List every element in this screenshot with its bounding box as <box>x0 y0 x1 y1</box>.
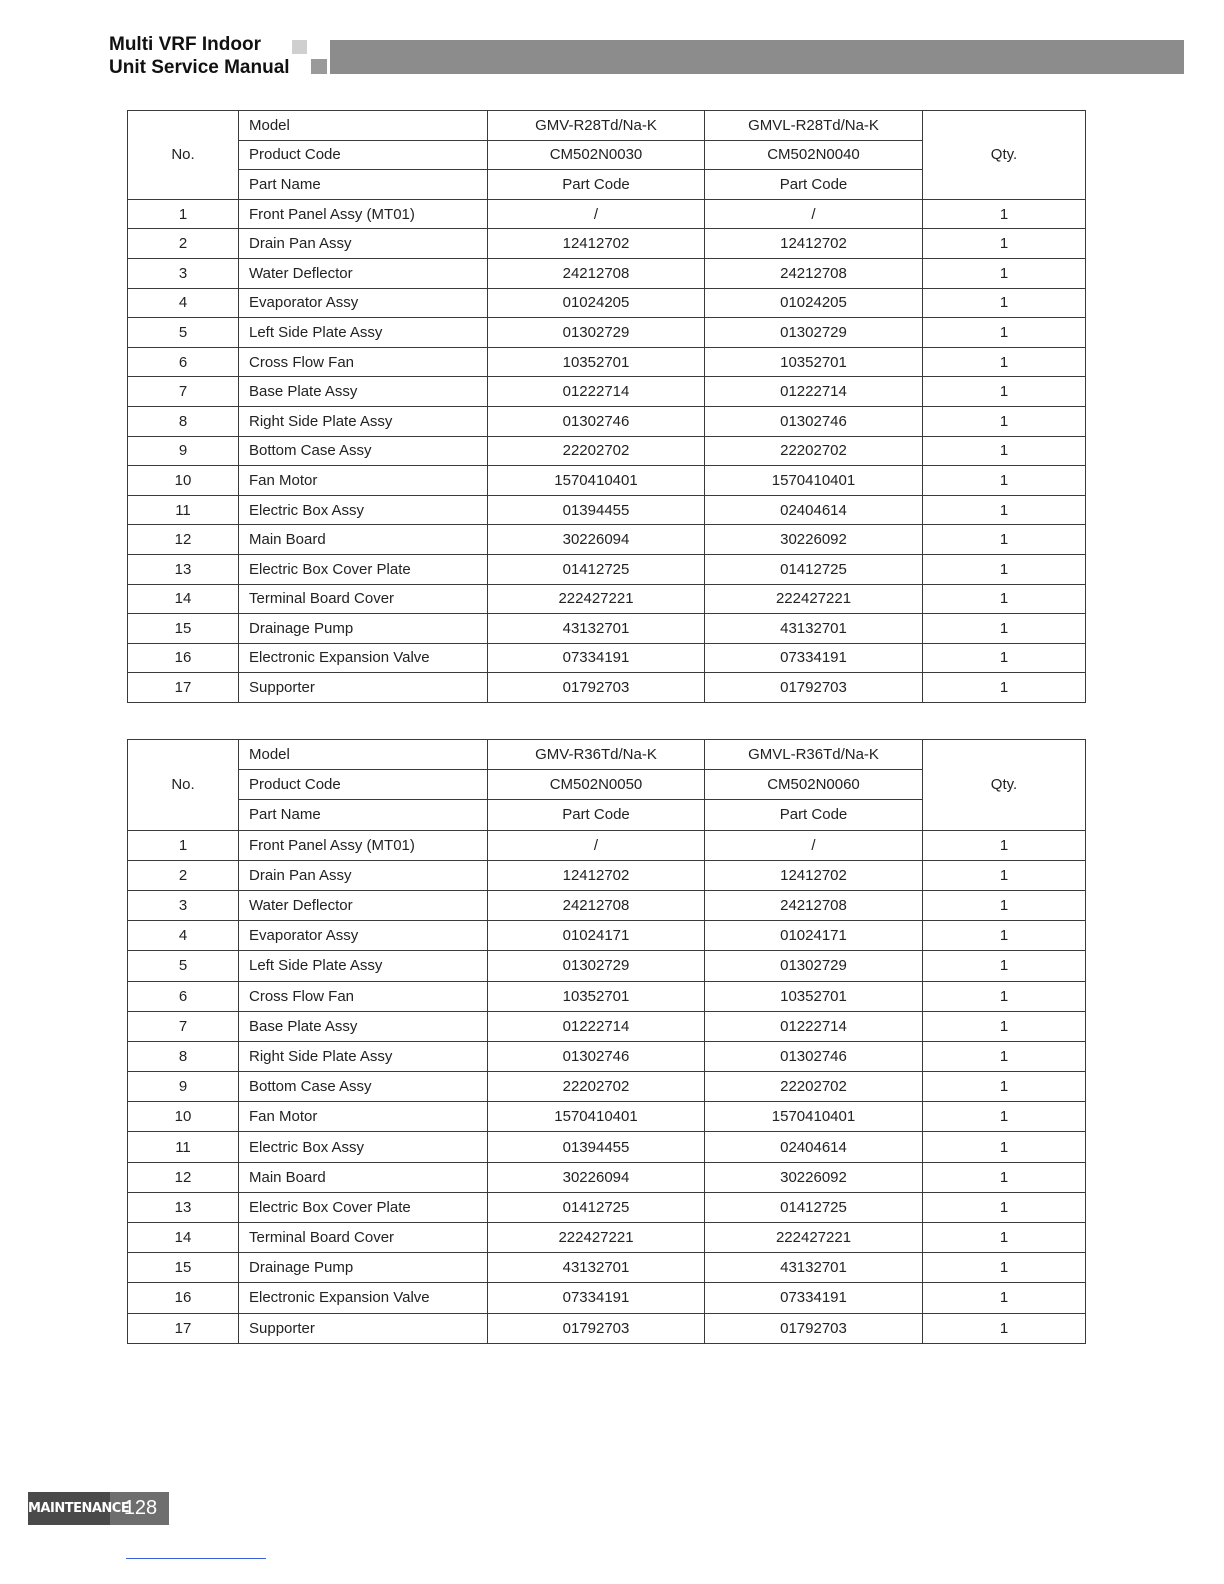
part-code-2: 01302729 <box>705 951 923 981</box>
row-number: 10 <box>128 466 239 496</box>
part-code-2: 01222714 <box>705 1011 923 1041</box>
quantity: 1 <box>923 981 1086 1011</box>
part-code-2: 01302746 <box>705 1041 923 1071</box>
product-code-1: CM502N0050 <box>488 770 705 800</box>
part-code-1: 43132701 <box>488 614 705 644</box>
table-row <box>128 1313 1086 1343</box>
part-name: Drain Pan Assy <box>239 229 488 259</box>
quantity: 1 <box>923 288 1086 318</box>
model-1: GMV-R36Td/Na-K <box>488 740 705 770</box>
quantity: 1 <box>923 643 1086 673</box>
part-code-2: 01792703 <box>705 1313 923 1343</box>
table-row <box>128 377 1086 407</box>
row-number: 7 <box>128 1011 239 1041</box>
part-name: Left Side Plate Assy <box>239 951 488 981</box>
row-number: 8 <box>128 406 239 436</box>
part-code-1: 01394455 <box>488 495 705 525</box>
part-code-1: 10352701 <box>488 347 705 377</box>
part-code-2: 43132701 <box>705 614 923 644</box>
quantity: 1 <box>923 554 1086 584</box>
part-name: Front Panel Assy (MT01) <box>239 830 488 860</box>
part-name: Drainage Pump <box>239 614 488 644</box>
table-row <box>128 981 1086 1011</box>
part-code-1: 07334191 <box>488 643 705 673</box>
part-code-2: 24212708 <box>705 890 923 920</box>
part-code-2: 07334191 <box>705 643 923 673</box>
part-code-1: 01302729 <box>488 318 705 348</box>
product-code-1: CM502N0030 <box>488 140 705 170</box>
table-row <box>128 199 1086 229</box>
part-code-label: Part Code <box>705 800 923 830</box>
quantity: 1 <box>923 525 1086 555</box>
qty-header: Qty. <box>923 111 1086 200</box>
part-code-1: 24212708 <box>488 890 705 920</box>
part-code-1: 24212708 <box>488 258 705 288</box>
part-code-1: / <box>488 199 705 229</box>
part-code-2: 222427221 <box>705 1223 923 1253</box>
part-code-2: 01024171 <box>705 921 923 951</box>
row-number: 16 <box>128 1283 239 1313</box>
part-code-1: 07334191 <box>488 1283 705 1313</box>
row-number: 1 <box>128 830 239 860</box>
quantity: 1 <box>923 1072 1086 1102</box>
part-code-label: Part Code <box>705 170 923 200</box>
product-code-2: CM502N0040 <box>705 140 923 170</box>
row-number: 3 <box>128 258 239 288</box>
part-code-1: 10352701 <box>488 981 705 1011</box>
header-bar <box>330 40 1184 74</box>
quantity: 1 <box>923 951 1086 981</box>
part-name: Electronic Expansion Valve <box>239 1283 488 1313</box>
quantity: 1 <box>923 495 1086 525</box>
table-row <box>128 1072 1086 1102</box>
quantity: 1 <box>923 673 1086 703</box>
part-code-2: 222427221 <box>705 584 923 614</box>
part-code-1: 01222714 <box>488 377 705 407</box>
part-code-1: 1570410401 <box>488 466 705 496</box>
part-code-2: 01302729 <box>705 318 923 348</box>
table-row <box>128 554 1086 584</box>
part-name: Fan Motor <box>239 466 488 496</box>
part-code-1: 01302746 <box>488 406 705 436</box>
part-name: Electric Box Cover Plate <box>239 554 488 584</box>
quantity: 1 <box>923 1313 1086 1343</box>
part-name: Left Side Plate Assy <box>239 318 488 348</box>
row-number: 14 <box>128 584 239 614</box>
table-row <box>128 830 1086 860</box>
part-code-1: 222427221 <box>488 1223 705 1253</box>
row-number: 11 <box>128 495 239 525</box>
row-number: 4 <box>128 921 239 951</box>
row-number: 17 <box>128 1313 239 1343</box>
row-number: 14 <box>128 1223 239 1253</box>
row-number: 8 <box>128 1041 239 1071</box>
part-name: Right Side Plate Assy <box>239 1041 488 1071</box>
part-code-1: 12412702 <box>488 229 705 259</box>
row-number: 16 <box>128 643 239 673</box>
part-name: Water Deflector <box>239 890 488 920</box>
row-number: 1 <box>128 199 239 229</box>
part-code-2: 30226092 <box>705 1162 923 1192</box>
row-number: 9 <box>128 1072 239 1102</box>
table-row <box>128 890 1086 920</box>
part-name: Supporter <box>239 673 488 703</box>
section-label: MAINTENANCE <box>28 1492 110 1525</box>
table-row <box>128 1192 1086 1222</box>
part-code-2: 30226092 <box>705 525 923 555</box>
row-number: 3 <box>128 890 239 920</box>
title-line-2: Unit Service Manual <box>109 57 290 78</box>
part-name: Bottom Case Assy <box>239 1072 488 1102</box>
part-name: Evaporator Assy <box>239 288 488 318</box>
part-name: Electronic Expansion Valve <box>239 643 488 673</box>
row-number: 15 <box>128 614 239 644</box>
part-code-label: Part Code <box>488 170 705 200</box>
part-name: Cross Flow Fan <box>239 347 488 377</box>
row-number: 15 <box>128 1253 239 1283</box>
part-code-2: 43132701 <box>705 1253 923 1283</box>
table-row <box>128 288 1086 318</box>
no-header: No. <box>128 740 239 831</box>
row-number: 10 <box>128 1102 239 1132</box>
quantity: 1 <box>923 1041 1086 1071</box>
part-code-2: 12412702 <box>705 860 923 890</box>
qty-header: Qty. <box>923 740 1086 831</box>
part-code-1: 01024171 <box>488 921 705 951</box>
part-name: Drain Pan Assy <box>239 860 488 890</box>
table-row <box>128 495 1086 525</box>
table-row <box>128 1253 1086 1283</box>
quantity: 1 <box>923 1102 1086 1132</box>
part-name: Main Board <box>239 525 488 555</box>
part-code-1: 01222714 <box>488 1011 705 1041</box>
part-code-2: 1570410401 <box>705 466 923 496</box>
part-code-2: 01302746 <box>705 406 923 436</box>
row-number: 5 <box>128 951 239 981</box>
part-name: Base Plate Assy <box>239 1011 488 1041</box>
quantity: 1 <box>923 436 1086 466</box>
quantity: 1 <box>923 1253 1086 1283</box>
part-code-1: 01792703 <box>488 673 705 703</box>
part-name-label: Part Name <box>239 170 488 200</box>
quantity: 1 <box>923 318 1086 348</box>
model-label: Model <box>239 740 488 770</box>
quantity: 1 <box>923 1192 1086 1222</box>
part-name: Electric Box Assy <box>239 1132 488 1162</box>
part-name: Supporter <box>239 1313 488 1343</box>
table-row <box>128 1041 1086 1071</box>
part-code-2: 07334191 <box>705 1283 923 1313</box>
title-line-1: Multi VRF Indoor <box>109 34 261 55</box>
part-code-1: 01024205 <box>488 288 705 318</box>
part-code-2: / <box>705 199 923 229</box>
part-name: Front Panel Assy (MT01) <box>239 199 488 229</box>
header-row-model <box>128 740 1086 770</box>
part-name: Terminal Board Cover <box>239 1223 488 1253</box>
part-name: Terminal Board Cover <box>239 584 488 614</box>
row-number: 7 <box>128 377 239 407</box>
part-code-2: 1570410401 <box>705 1102 923 1132</box>
part-code-1: 30226094 <box>488 525 705 555</box>
table-row <box>128 643 1086 673</box>
part-code-1: 01302729 <box>488 951 705 981</box>
model-2: GMVL-R28Td/Na-K <box>705 111 923 141</box>
table-row <box>128 258 1086 288</box>
parts-table-2 <box>127 739 1086 1344</box>
part-code-2: 10352701 <box>705 347 923 377</box>
part-name: Water Deflector <box>239 258 488 288</box>
table-row <box>128 466 1086 496</box>
row-number: 13 <box>128 1192 239 1222</box>
table-row <box>128 436 1086 466</box>
quantity: 1 <box>923 614 1086 644</box>
page-number: 128 <box>123 1497 158 1519</box>
part-code-2: 22202702 <box>705 1072 923 1102</box>
row-number: 12 <box>128 1162 239 1192</box>
model-label: Model <box>239 111 488 141</box>
part-name: Evaporator Assy <box>239 921 488 951</box>
table-row <box>128 584 1086 614</box>
quantity: 1 <box>923 406 1086 436</box>
quantity: 1 <box>923 258 1086 288</box>
product-code-2: CM502N0060 <box>705 770 923 800</box>
part-name: Electric Box Cover Plate <box>239 1192 488 1222</box>
part-code-1: 01412725 <box>488 554 705 584</box>
table-row <box>128 1132 1086 1162</box>
part-code-1: 22202702 <box>488 1072 705 1102</box>
quantity: 1 <box>923 860 1086 890</box>
row-number: 6 <box>128 981 239 1011</box>
part-code-1: 01302746 <box>488 1041 705 1071</box>
part-code-2: 22202702 <box>705 436 923 466</box>
header-row-model <box>128 111 1086 141</box>
part-code-2: / <box>705 830 923 860</box>
part-code-2: 02404614 <box>705 1132 923 1162</box>
part-name: Fan Motor <box>239 1102 488 1132</box>
part-code-1: 12412702 <box>488 860 705 890</box>
part-code-1: 01394455 <box>488 1132 705 1162</box>
table-row <box>128 673 1086 703</box>
table-row <box>128 1162 1086 1192</box>
header-decor-square <box>311 59 327 74</box>
row-number: 5 <box>128 318 239 348</box>
quantity: 1 <box>923 1132 1086 1162</box>
part-code-1: 22202702 <box>488 436 705 466</box>
product-code-label: Product Code <box>239 140 488 170</box>
row-number: 12 <box>128 525 239 555</box>
footer-link-underline <box>126 1558 266 1559</box>
table-row <box>128 1011 1086 1041</box>
part-code-2: 02404614 <box>705 495 923 525</box>
quantity: 1 <box>923 584 1086 614</box>
quantity: 1 <box>923 466 1086 496</box>
model-1: GMV-R28Td/Na-K <box>488 111 705 141</box>
quantity: 1 <box>923 921 1086 951</box>
table-row <box>128 921 1086 951</box>
part-name: Electric Box Assy <box>239 495 488 525</box>
document-title <box>109 33 290 79</box>
quantity: 1 <box>923 229 1086 259</box>
table-row <box>128 1102 1086 1132</box>
part-code-2: 12412702 <box>705 229 923 259</box>
model-2: GMVL-R36Td/Na-K <box>705 740 923 770</box>
table-row <box>128 1283 1086 1313</box>
row-number: 2 <box>128 229 239 259</box>
part-name: Main Board <box>239 1162 488 1192</box>
table-row <box>128 860 1086 890</box>
part-code-2: 01222714 <box>705 377 923 407</box>
part-name: Bottom Case Assy <box>239 436 488 466</box>
row-number: 11 <box>128 1132 239 1162</box>
part-code-1: 1570410401 <box>488 1102 705 1132</box>
table-row <box>128 951 1086 981</box>
table-row <box>128 318 1086 348</box>
row-number: 9 <box>128 436 239 466</box>
product-code-label: Product Code <box>239 770 488 800</box>
part-code-1: 30226094 <box>488 1162 705 1192</box>
part-code-1: 222427221 <box>488 584 705 614</box>
row-number: 4 <box>128 288 239 318</box>
quantity: 1 <box>923 347 1086 377</box>
part-code-2: 24212708 <box>705 258 923 288</box>
part-code-label: Part Code <box>488 800 705 830</box>
row-number: 2 <box>128 860 239 890</box>
part-code-2: 01024205 <box>705 288 923 318</box>
table-row <box>128 347 1086 377</box>
quantity: 1 <box>923 890 1086 920</box>
part-code-2: 10352701 <box>705 981 923 1011</box>
part-code-1: 01792703 <box>488 1313 705 1343</box>
table-row <box>128 406 1086 436</box>
part-name: Right Side Plate Assy <box>239 406 488 436</box>
part-code-2: 01792703 <box>705 673 923 703</box>
quantity: 1 <box>923 1162 1086 1192</box>
part-name: Drainage Pump <box>239 1253 488 1283</box>
part-code-2: 01412725 <box>705 1192 923 1222</box>
part-code-1: 43132701 <box>488 1253 705 1283</box>
parts-table-1 <box>127 110 1086 703</box>
part-name-label: Part Name <box>239 800 488 830</box>
table-row <box>128 1223 1086 1253</box>
table-row <box>128 614 1086 644</box>
part-code-2: 01412725 <box>705 554 923 584</box>
row-number: 13 <box>128 554 239 584</box>
table-row <box>128 229 1086 259</box>
quantity: 1 <box>923 1223 1086 1253</box>
part-code-1: / <box>488 830 705 860</box>
no-header: No. <box>128 111 239 200</box>
quantity: 1 <box>923 830 1086 860</box>
part-name: Base Plate Assy <box>239 377 488 407</box>
quantity: 1 <box>923 1283 1086 1313</box>
part-code-1: 01412725 <box>488 1192 705 1222</box>
table-row <box>128 525 1086 555</box>
quantity: 1 <box>923 199 1086 229</box>
quantity: 1 <box>923 1011 1086 1041</box>
row-number: 17 <box>128 673 239 703</box>
row-number: 6 <box>128 347 239 377</box>
quantity: 1 <box>923 377 1086 407</box>
part-name: Cross Flow Fan <box>239 981 488 1011</box>
header-decor-square <box>292 40 307 54</box>
